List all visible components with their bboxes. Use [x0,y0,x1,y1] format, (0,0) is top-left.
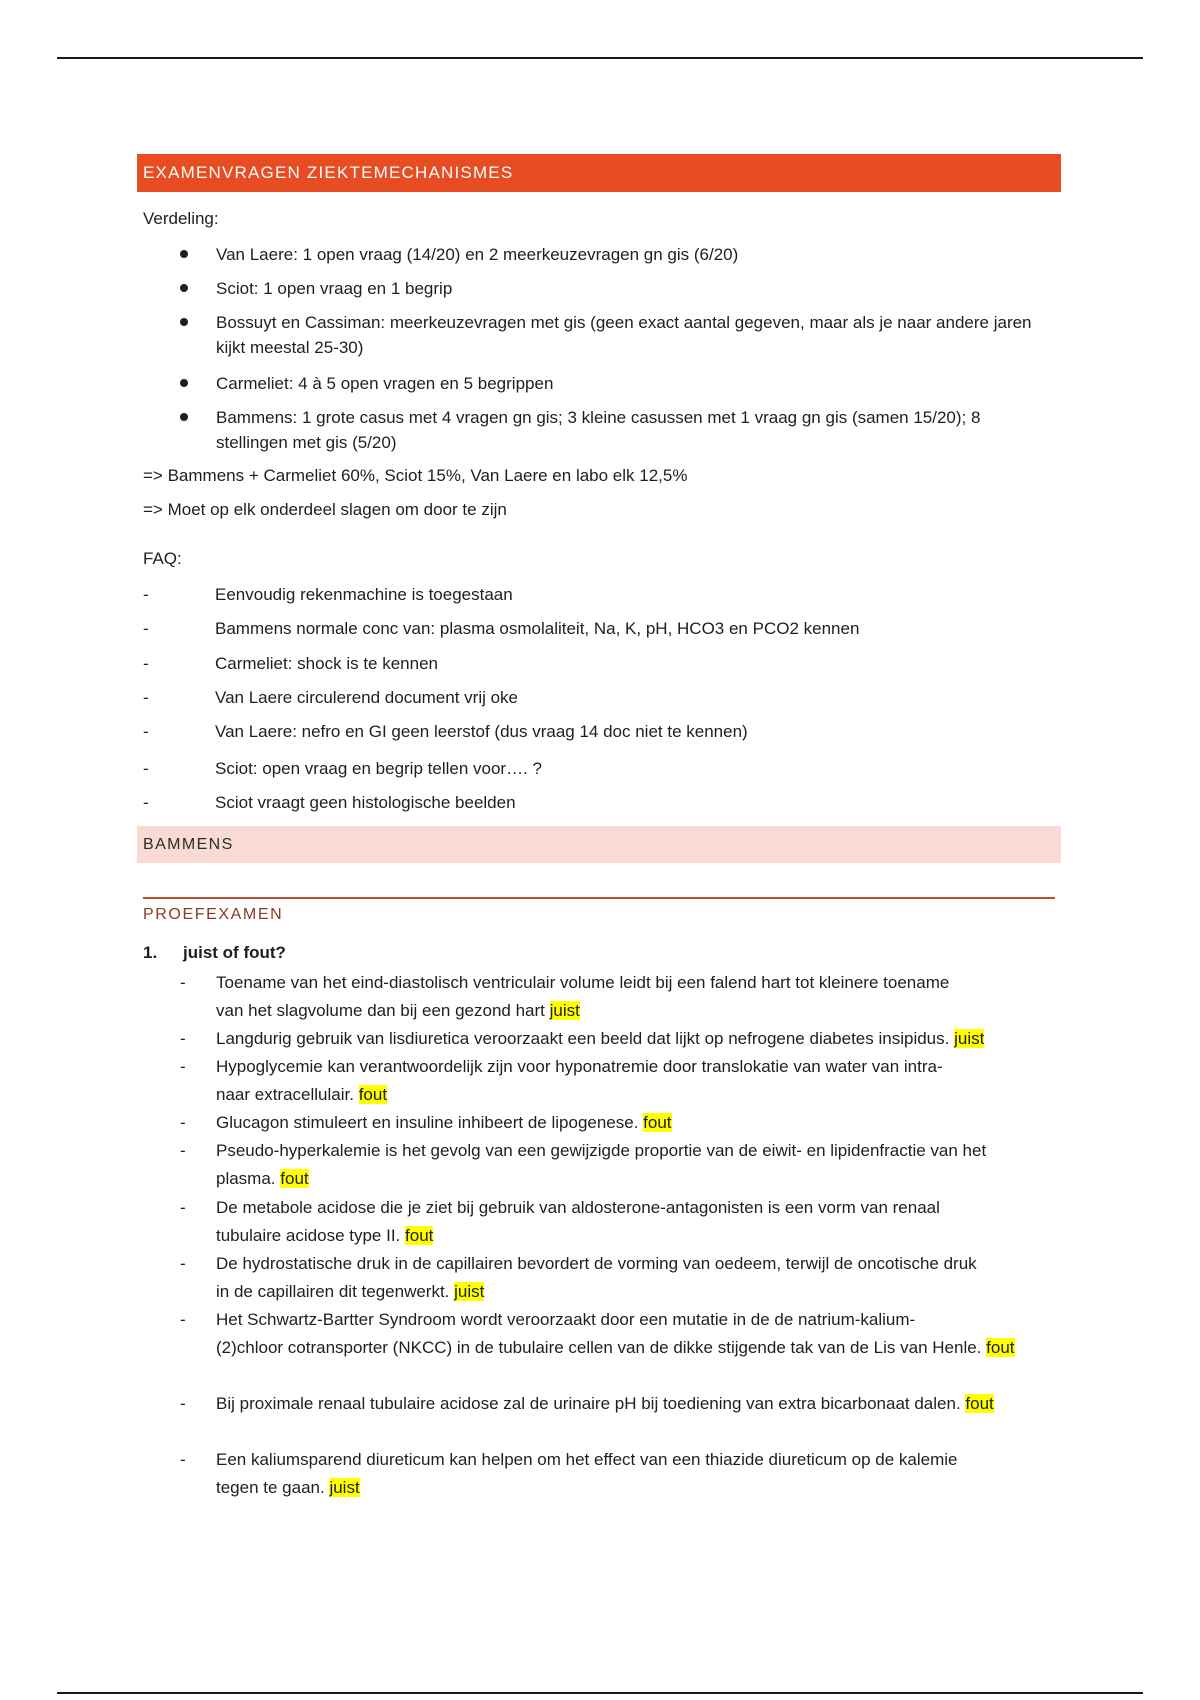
verdeling-note: => Moet op elk onderdeel slagen om door te zijn [143,500,507,519]
statement-text-cont: (2)chloor cotransporter (NKCC) in de tubulaire cellen van de dikke stijgende tak van de Lis van Henle. [216,1338,982,1358]
bullet-icon [180,284,188,292]
answer-highlight: juist [954,1029,985,1048]
page-bottom-rule [57,1692,1143,1694]
statement-text-cont: van het slagvolume dan bij een gezond hart [216,1001,545,1021]
statement-text-cont: in de capillairen dit tegenwerkt. [216,1282,450,1302]
bullet-icon [180,379,188,387]
faq-label: FAQ: [143,549,182,568]
verdeling-item: Carmeliet: 4 à 5 open vragen en 5 begrippen [216,374,554,393]
statement-text: Glucagon stimuleert en insuline inhibeert de lipogenese. [216,1113,639,1132]
answer-highlight: fout [965,1394,994,1413]
statement-item [216,1306,1058,1362]
statement-item [216,969,1058,1025]
statement-text: Het Schwartz-Bartter Syndroom wordt veroorzaakt door een mutatie in de de natrium-kalium- [216,1310,916,1329]
statement-text-cont: tubulaire acidose type II. [216,1226,401,1246]
faq-dash: - [143,654,149,673]
statement-dash: - [180,1029,186,1048]
statement-text-cont: plasma. [216,1169,276,1189]
statement-dash: - [180,1113,186,1132]
statement-text: Bij proximale renaal tubulaire acidose zal de urinaire pH bij toediening van extra bicarbonaat dalen. [216,1394,961,1413]
answer-highlight: fout [405,1226,434,1246]
section-header-bammens: BAMMENS [137,826,1061,863]
statement-text: De hydrostatische druk in de capillairen bevordert de vorming van oedeem, terwijl de oncotische druk [216,1254,977,1273]
statement-text: Langdurig gebruik van lisdiuretica veroorzaakt een beeld dat lijkt op nefrogene diabetes insipidus. [216,1029,950,1048]
statement-text: De metabole acidose die je ziet bij gebruik van aldosterone-antagonisten is een vorm van renaal [216,1198,940,1217]
faq-dash: - [143,688,149,707]
statement-text: Een kaliumsparend diureticum kan helpen om het effect van een thiazide diureticum op de kalemie [216,1450,958,1469]
answer-highlight: fout [643,1113,672,1132]
statement-dash: - [180,1394,186,1413]
proefexamen-heading: PROEFEXAMEN [143,906,284,923]
statement-item [216,1194,1058,1250]
verdeling-label: Verdeling: [143,209,219,228]
verdeling-item: Van Laere: 1 open vraag (14/20) en 2 meerkeuzevragen gn gis (6/20) [216,245,739,264]
answer-highlight: juist [549,1001,580,1021]
statement-text-cont: tegen te gaan. [216,1478,325,1498]
statement-text-cont: naar extracellulair. [216,1085,354,1105]
faq-dash: - [143,619,149,638]
answer-highlight: juist [454,1282,485,1302]
answer-highlight: fout [280,1169,309,1189]
statement-text: Toename van het eind-diastolisch ventriculair volume leidt bij een falend hart tot kleinere toename [216,973,950,992]
bullet-icon [180,318,188,326]
answer-highlight: fout [986,1338,1015,1358]
statement-dash: - [180,1057,186,1076]
statement-dash: - [180,1450,186,1469]
statement-item [216,1390,1058,1418]
statement-item [216,1250,1058,1306]
statement-dash: - [180,973,186,992]
faq-item: Eenvoudig rekenmachine is toegestaan [215,585,513,604]
verdeling-note: => Bammens + Carmeliet 60%, Sciot 15%, Van Laere en labo elk 12,5% [143,466,688,485]
bullet-icon [180,250,188,258]
verdeling-item: Bossuyt en Cassiman: meerkeuzevragen met gis (geen exact aantal gegeven, maar als je naar andere jaren kijkt meestal 25-30) [216,313,1032,357]
statement-dash: - [180,1254,186,1273]
faq-item: Van Laere circulerend document vrij oke [215,688,519,707]
statement-item [216,1025,1058,1053]
faq-item: Sciot: open vraag en begrip tellen voor…. ? [215,759,542,778]
statement-item [216,1446,1058,1502]
question-title: juist of fout? [183,943,286,962]
faq-item: Sciot vraagt geen histologische beelden [215,793,516,812]
question-number: 1. [143,943,158,962]
answer-highlight: fout [358,1085,388,1105]
faq-dash: - [143,585,149,604]
page-top-rule [57,57,1143,59]
faq-item: Bammens normale conc van: plasma osmolaliteit, Na, K, pH, HCO3 en PCO2 kennen [215,619,860,638]
statement-dash: - [180,1310,186,1329]
heading-underline [143,897,1055,899]
faq-item: Van Laere: nefro en GI geen leerstof (dus vraag 14 doc niet te kennen) [215,722,748,741]
statement-item [216,1137,1058,1193]
statement-text: Hypoglycemie kan verantwoordelijk zijn voor hyponatremie door translokatie van water van intra- [216,1057,943,1076]
faq-item: Carmeliet: shock is te kennen [215,654,438,673]
faq-dash: - [143,759,149,778]
faq-dash: - [143,793,149,812]
statement-item [216,1109,1058,1137]
bullet-icon [180,413,188,421]
section-header-examenvragen: EXAMENVRAGEN ZIEKTEMECHANISMES [137,154,1061,192]
statement-dash: - [180,1141,186,1160]
verdeling-item: Sciot: 1 open vraag en 1 begrip [216,279,453,298]
statement-item [216,1053,1058,1109]
verdeling-item: Bammens: 1 grote casus met 4 vragen gn gis; 3 kleine casussen met 1 vraag gn gis (samen 15/20); 8 stellingen met gis (5/20) [216,408,981,452]
faq-dash: - [143,722,149,741]
statement-dash: - [180,1198,186,1217]
answer-highlight: juist [329,1478,360,1498]
statement-text: Pseudo-hyperkalemie is het gevolg van een gewijzigde proportie van de eiwit- en lipidenfractie van het [216,1141,987,1160]
